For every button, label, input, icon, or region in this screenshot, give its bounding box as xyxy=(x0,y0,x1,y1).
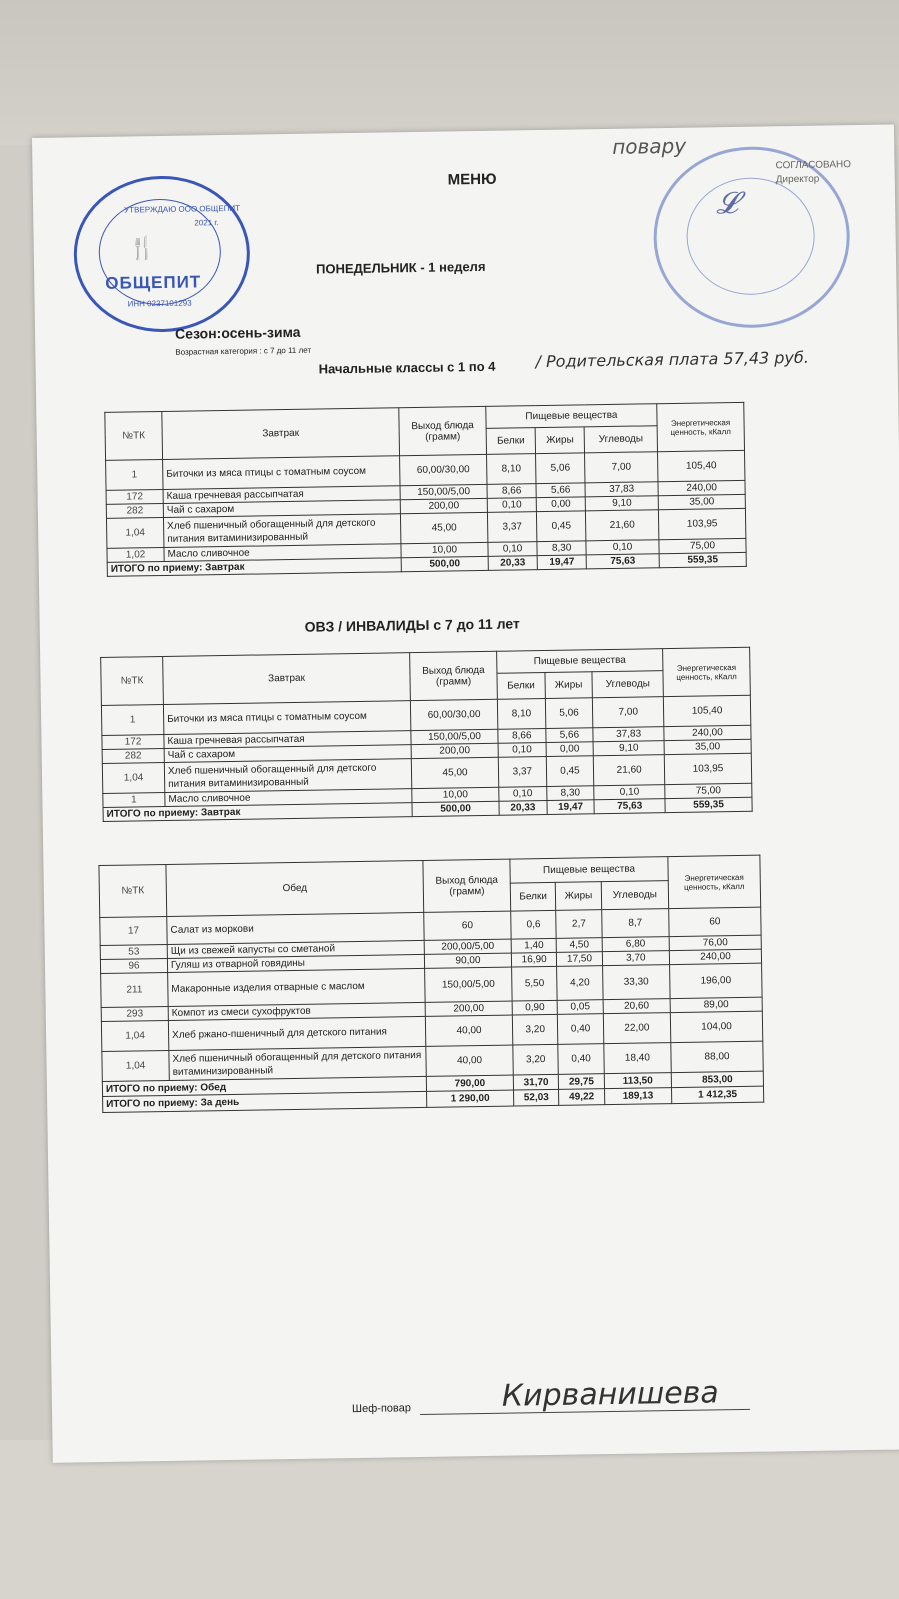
total-row: ИТОГО по приему: Завтрак 500,00 20,33 19,47 75,63 559,35 xyxy=(107,552,746,576)
breakfast-table-primary xyxy=(104,402,747,577)
table-row: 1,04 Хлеб пшеничный обогащенный для детского питания витаминизированный 45,00 3,37 0,45 21,60 103,95 xyxy=(102,753,751,793)
table-row: 282 Чай с сахаром 200,00 0,10 0,00 9,10 35,00 xyxy=(106,494,745,518)
section-title-ovz: ОВЗ / ИНВАЛИДЫ с 7 до 11 лет xyxy=(304,615,520,635)
table-row: 1,04 Хлеб пшеничный обогащенный для детского питания витаминизированный 40,00 3,20 0,40 18,40 88,00 xyxy=(102,1041,763,1081)
table-row: 53 Щи из свежей капусты со сметаной 200,00/5,00 1,40 4,50 6,80 76,00 xyxy=(100,935,761,959)
col-tk: №ТК xyxy=(105,411,163,460)
director-signature: 𝓛 xyxy=(715,185,739,222)
stamp-approved xyxy=(652,145,851,329)
stamp-right-text: СОГЛАСОВАНО Директор xyxy=(775,159,852,186)
breakfast-table-ovz: №ТК Завтрак Выход блюда (грамм) Пищевые вещества Энергетическая ценность, кКалл Белки Жиры Углеводы 1 Биточки из мяса птицы с томатным соусом 60,00/30,00 8,10 5,06 7,00 105,40 172 Каша гречневая рассыпчатая 150,00/5,00 8,66 5,66 37,83 240,00 282 Чай с сахаром 200,00 0,10 0,00 9,10 35,00 1,04 Хлеб пшеничный обогащенный для детского питания витаминизированный 45,00 3,37 0,45 21,60 103,95 1 Масло сливочное 10,00 0,10 8,30 0,10 75,00 ИТОГО по приему: Завтрак 500,00 20,33 19,47 75,63 559,35 xyxy=(100,647,753,822)
col-nutrients: Пищевые вещества xyxy=(486,404,657,429)
background-bottom xyxy=(0,1440,899,1599)
col-energy: Энергетическая ценность, кКалл xyxy=(657,402,745,451)
table-row: 1 Биточки из мяса птицы с томатным соусом 60,00/30,00 8,10 5,06 7,00 105,40 xyxy=(101,695,750,735)
day-total-row: ИТОГО по приему: За день 1 290,00 52,03 49,22 189,13 1 412,35 xyxy=(103,1086,764,1112)
stamp-left-name: ОБЩЕПИТ xyxy=(105,272,202,293)
season-label: Сезон:осень-зима xyxy=(174,323,301,342)
table-row: 211 Макаронные изделия отварные с маслом 150,00/5,00 5,50 4,20 33,30 196,00 xyxy=(101,963,762,1007)
table-row: 172 Каша гречневая рассыпчатая 150,00/5,00 8,66 5,66 37,83 240,00 xyxy=(102,725,751,749)
col-meal: Завтрак xyxy=(162,408,400,460)
total-row: ИТОГО по приему: Обед 790,00 31,70 29,75 113,50 853,00 xyxy=(102,1071,763,1096)
table-row: 96 Гуляш из отварной говядины 90,00 16,90 17,50 3,70 240,00 xyxy=(100,949,761,973)
stamp-obshchepit xyxy=(73,175,251,334)
col-carbs: Углеводы xyxy=(584,426,657,453)
stamp-left-year: 2021 г. xyxy=(194,218,219,228)
total-row: ИТОГО по приему: Завтрак 500,00 20,33 19,47 75,63 559,35 xyxy=(103,797,752,821)
table-row: 1,04 Хлеб ржано-пшеничный для детского питания 40,00 3,20 0,40 22,00 104,00 xyxy=(101,1011,762,1051)
chef-signature: Кирванишева xyxy=(501,1375,720,1414)
chef-label: Шеф-повар xyxy=(351,1402,412,1416)
table-row: 172 Каша гречневая рассыпчатая 150,00/5,00 8,66 5,66 37,83 240,00 xyxy=(106,480,745,504)
table-row: 293 Компот из смеси сухофруктов 200,00 0,90 0,05 20,60 89,00 xyxy=(101,997,762,1021)
classes-label: Начальные классы с 1 по 4 xyxy=(318,358,496,377)
stamp-left-inn: ИНН 0237101293 xyxy=(127,298,192,309)
stamp-left-top-text: УТВЕРЖДАЮ ООО ОБЩЕПИТ xyxy=(124,203,241,215)
handwritten-price-note: / Родительская плата 57,43 руб. xyxy=(535,347,810,372)
background-top xyxy=(0,0,899,145)
table-row: 1,04 Хлеб пшеничный обогащенный для детского питания витаминизированный 45,00 3,37 0,45 21,60 103,95 xyxy=(106,508,745,548)
col-protein: Белки xyxy=(486,428,535,455)
page-title: МЕНЮ xyxy=(447,170,497,189)
day-title: ПОНЕДЕЛЬНИК - 1 неделя xyxy=(315,258,486,277)
table-row: 1,02 Масло сливочное 10,00 0,10 8,30 0,10 75,00 xyxy=(107,538,746,562)
lunch-table: №ТК Обед Выход блюда (грамм) Пищевые вещества Энергетическая ценность, кКалл Белки Жиры Углеводы 17 Салат из моркови 60 0,6 2,7 8,7 60 53 Щи из свежей капусты со сметаной 200,00/5,00 1,40 4,50 6,80 76,00 96 Гуляш из отварной говядины 90,00 16,90 17,50 3,70 240,00 211 Макаронные изделия отварные с маслом 150,00/5,00 5,50 4,20 33,30 196,00 293 Компот из смеси сухофруктов 200,00 0,90 0,05 20,60 89,00 1,04 Хлеб ржано-пшеничный для детского питания 40,00 3,20 0,40 22,00 104,00 1,04 Хлеб пшеничный обогащенный для детского питания витаминизированный 40,00 3,20 0,40 18,40 88,00 ИТОГО по приему: Обед 790,00 31,70 29,75 113,50 853,00 ИТОГО по приему: За день 1 290,00 52,03 49,22 189,13 1 412,35 xyxy=(98,855,764,1113)
col-fat: Жиры xyxy=(535,427,584,454)
table-row: 282 Чай с сахаром 200,00 0,10 0,00 9,10 35,00 xyxy=(102,739,751,763)
table-row: 1 Биточки из мяса птицы с томатным соусом 60,00/30,00 8,10 5,06 7,00 105,40 xyxy=(106,450,745,490)
table-row: 1 Масло сливочное 10,00 0,10 8,30 0,10 75,00 xyxy=(103,783,752,807)
table-row: 17 Салат из моркови 60 0,6 2,7 8,7 60 xyxy=(100,907,761,945)
col-yield: Выход блюда (грамм) xyxy=(399,406,487,455)
menu-document xyxy=(32,124,899,1462)
age-category: Возрастная категория : с 7 до 11 лет xyxy=(175,345,312,357)
handwritten-top-note: повару xyxy=(612,133,687,159)
cutlery-logo-icon: 🍴 xyxy=(128,235,157,261)
